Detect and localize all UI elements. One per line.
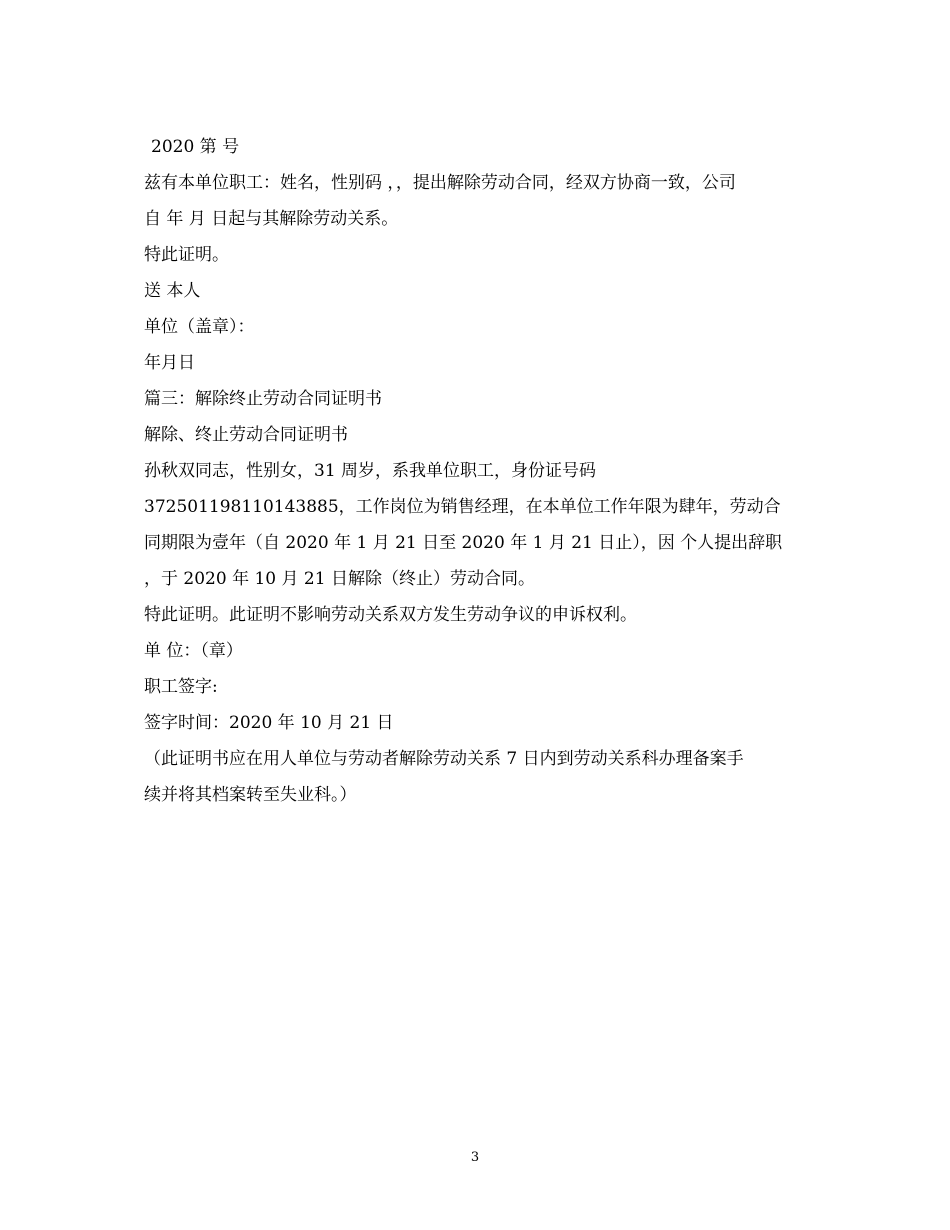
recipient-line: 送 本人: [144, 281, 201, 301]
text-line-11: 同期限为壹年（自 2020 年 1 月 21 日至 2020 年 1 月 21 日止），因 个人提出辞职: [144, 533, 783, 553]
text-line-1: 兹有本单位职工：姓名，性别码 ，，提出解除劳动合同，经双方协商一致，公司: [144, 173, 736, 193]
text-line-10: 372501198110143885，工作岗位为销售经理，在本单位工作年限为肆年，劳动合: [144, 497, 781, 517]
date-line: 年月日: [144, 353, 195, 373]
page-number: 3: [470, 1150, 480, 1165]
text-line-12: ，于 2020 年 10 月 21 日解除（终止）劳动合同。: [144, 569, 535, 589]
signature-date-line: 签字时间：2020 年 10 月 21 日: [144, 713, 394, 733]
text-line-13: 特此证明。此证明不影响劳动关系双方发生劳动争议的申诉权利。: [144, 605, 637, 625]
unit-seal-line: 单 位：（章）: [144, 641, 243, 661]
section-heading: 篇三：解除终止劳动合同证明书: [144, 389, 382, 409]
text-line-3: 特此证明。: [144, 245, 229, 265]
document-body: [144, 129, 814, 813]
text-line-9: 孙秋双同志，性别女，31 周岁，系我单位职工，身份证号码: [144, 461, 597, 481]
note-line-1: （此证明书应在用人单位与劳动者解除劳动关系 7 日内到劳动关系科办理备案手: [144, 749, 744, 769]
text-line-2: 自 年 月 日起与其解除劳动关系。: [144, 209, 399, 229]
seal-line: 单位（盖章）：: [144, 317, 255, 337]
employee-signature-line: 职工签字:: [144, 677, 218, 697]
certificate-title: 解除、终止劳动合同证明书: [144, 425, 348, 445]
note-line-2: 续并将其档案转至失业科。）: [144, 785, 357, 805]
document-number-line: 2020 第 号: [151, 137, 240, 157]
